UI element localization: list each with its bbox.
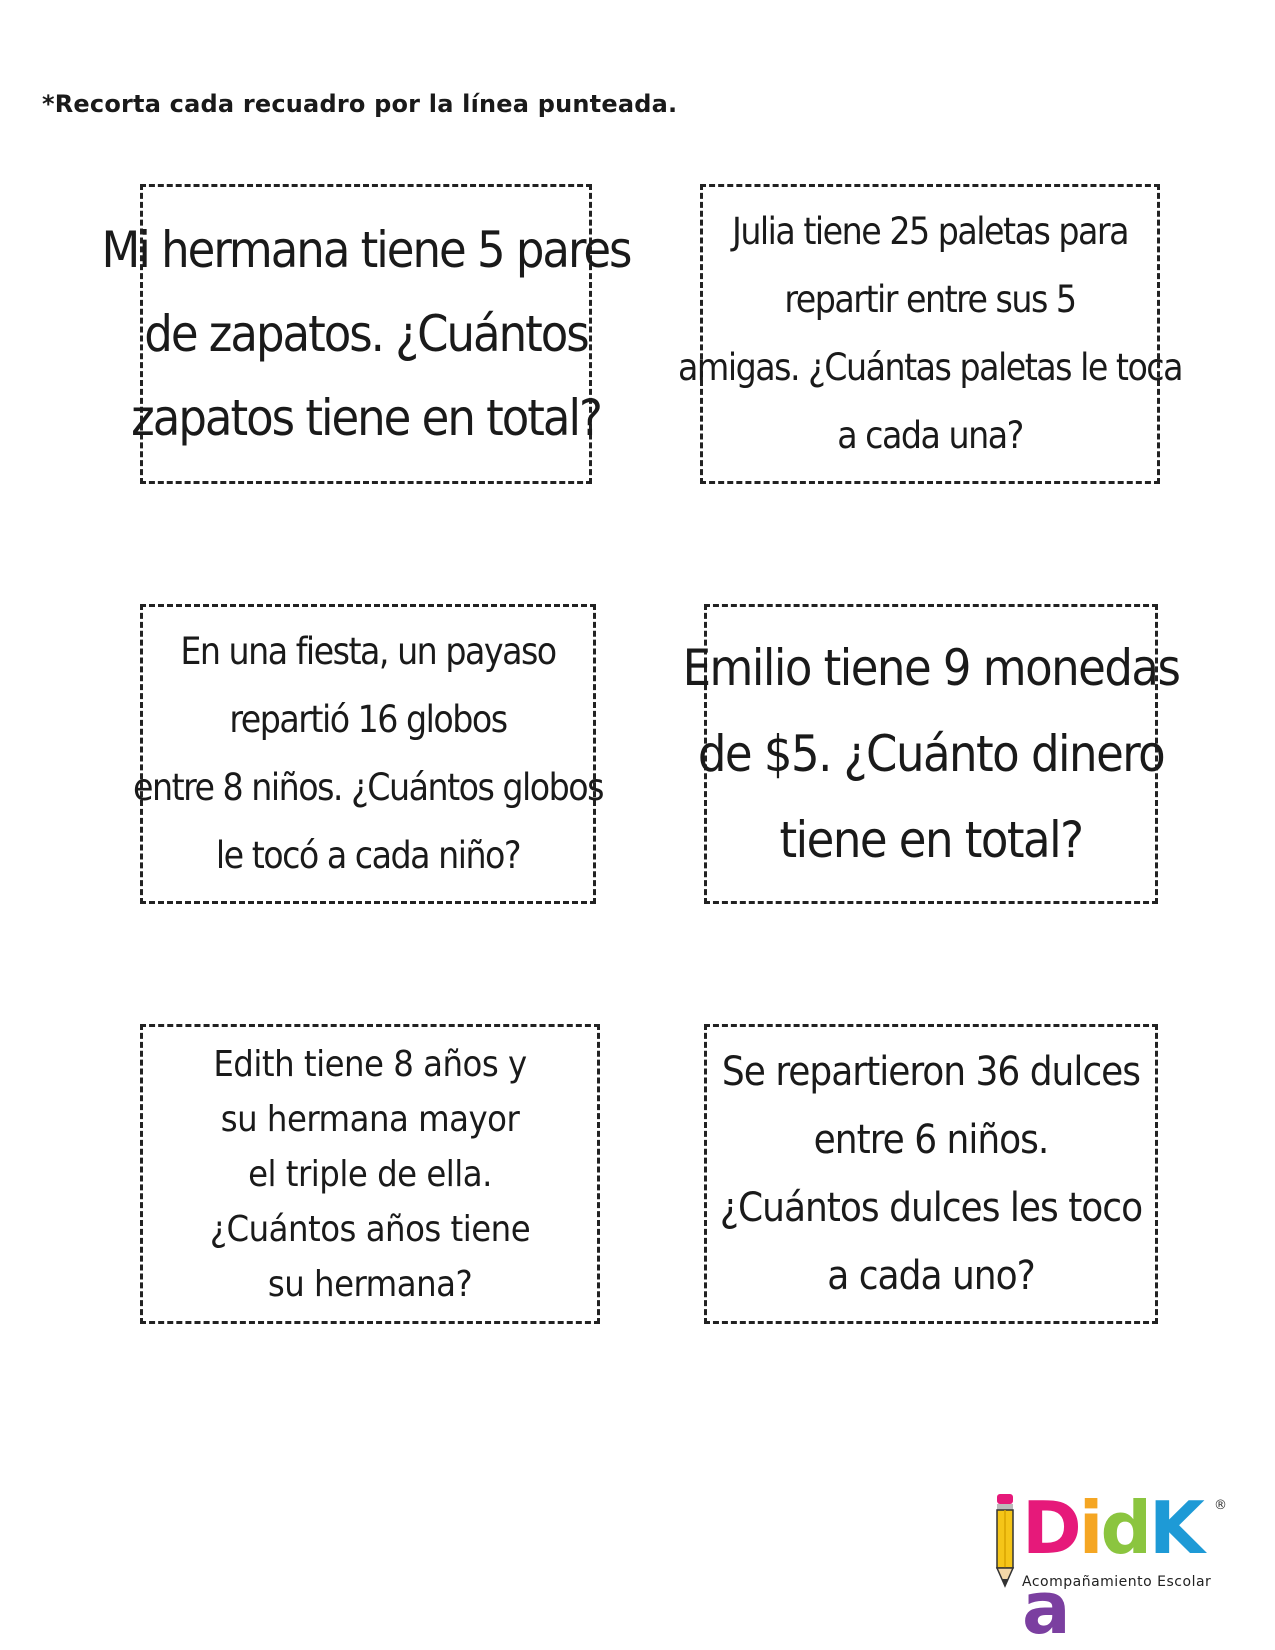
card-line: Emilio tiene 9 monedas [682,639,1180,697]
card-line: entre 6 niños. [813,1117,1049,1163]
card-line: el triple de ella. [248,1153,492,1195]
card-line: Edith tiene 8 años y [213,1043,527,1085]
problem-card-3 [132,604,604,904]
registered-mark: ® [1214,1498,1227,1513]
card-line: Julia tiene 25 paletas para [732,210,1128,253]
card-line: a cada una? [837,414,1023,457]
card-line: entre 8 niños. ¿Cuántos globos [132,766,604,809]
logo-letter: a [1022,1566,1068,1650]
instruction-text: *Recorta cada recuadro por la línea punteada. [42,90,678,118]
problem-card-4 [682,604,1180,904]
card-line: ¿Cuántos años tiene [209,1208,531,1250]
card-line: de $5. ¿Cuánto dinero [697,725,1165,783]
problem-card-2 [678,184,1183,484]
problem-card-1 [101,184,631,484]
pencil-icon [992,1492,1018,1588]
logo-letter: i [1078,1486,1101,1570]
card-line: Se repartieron 36 dulces [721,1049,1141,1095]
problem-card-6 [704,1024,1158,1324]
card-line: En una fiesta, un payaso [180,630,556,673]
logo-letter: K [1149,1486,1202,1570]
card-line: a cada uno? [827,1253,1035,1299]
logo-letter: d [1100,1486,1149,1570]
card-line: repartió 16 globos [229,698,507,741]
card-line: zapatos tiene en total? [131,389,601,447]
problem-card-5 [140,1024,600,1324]
card-line: repartir entre sus 5 [784,278,1076,321]
card-line: amigas. ¿Cuántas paletas le toca [678,346,1183,389]
logo-tagline: Acompañamiento Escolar [1022,1574,1212,1590]
logo-letter: D [1022,1486,1079,1570]
card-line: ¿Cuántos dulces les toco [719,1185,1143,1231]
didka-logo [992,1486,1232,1650]
card-line: Mi hermana tiene 5 pares [101,221,631,279]
card-line: su hermana mayor [220,1098,520,1140]
card-line: de zapatos. ¿Cuántos [144,305,588,363]
card-line: tiene en total? [779,811,1083,869]
card-line: su hermana? [267,1263,473,1305]
card-line: le tocó a cada niño? [215,834,521,877]
